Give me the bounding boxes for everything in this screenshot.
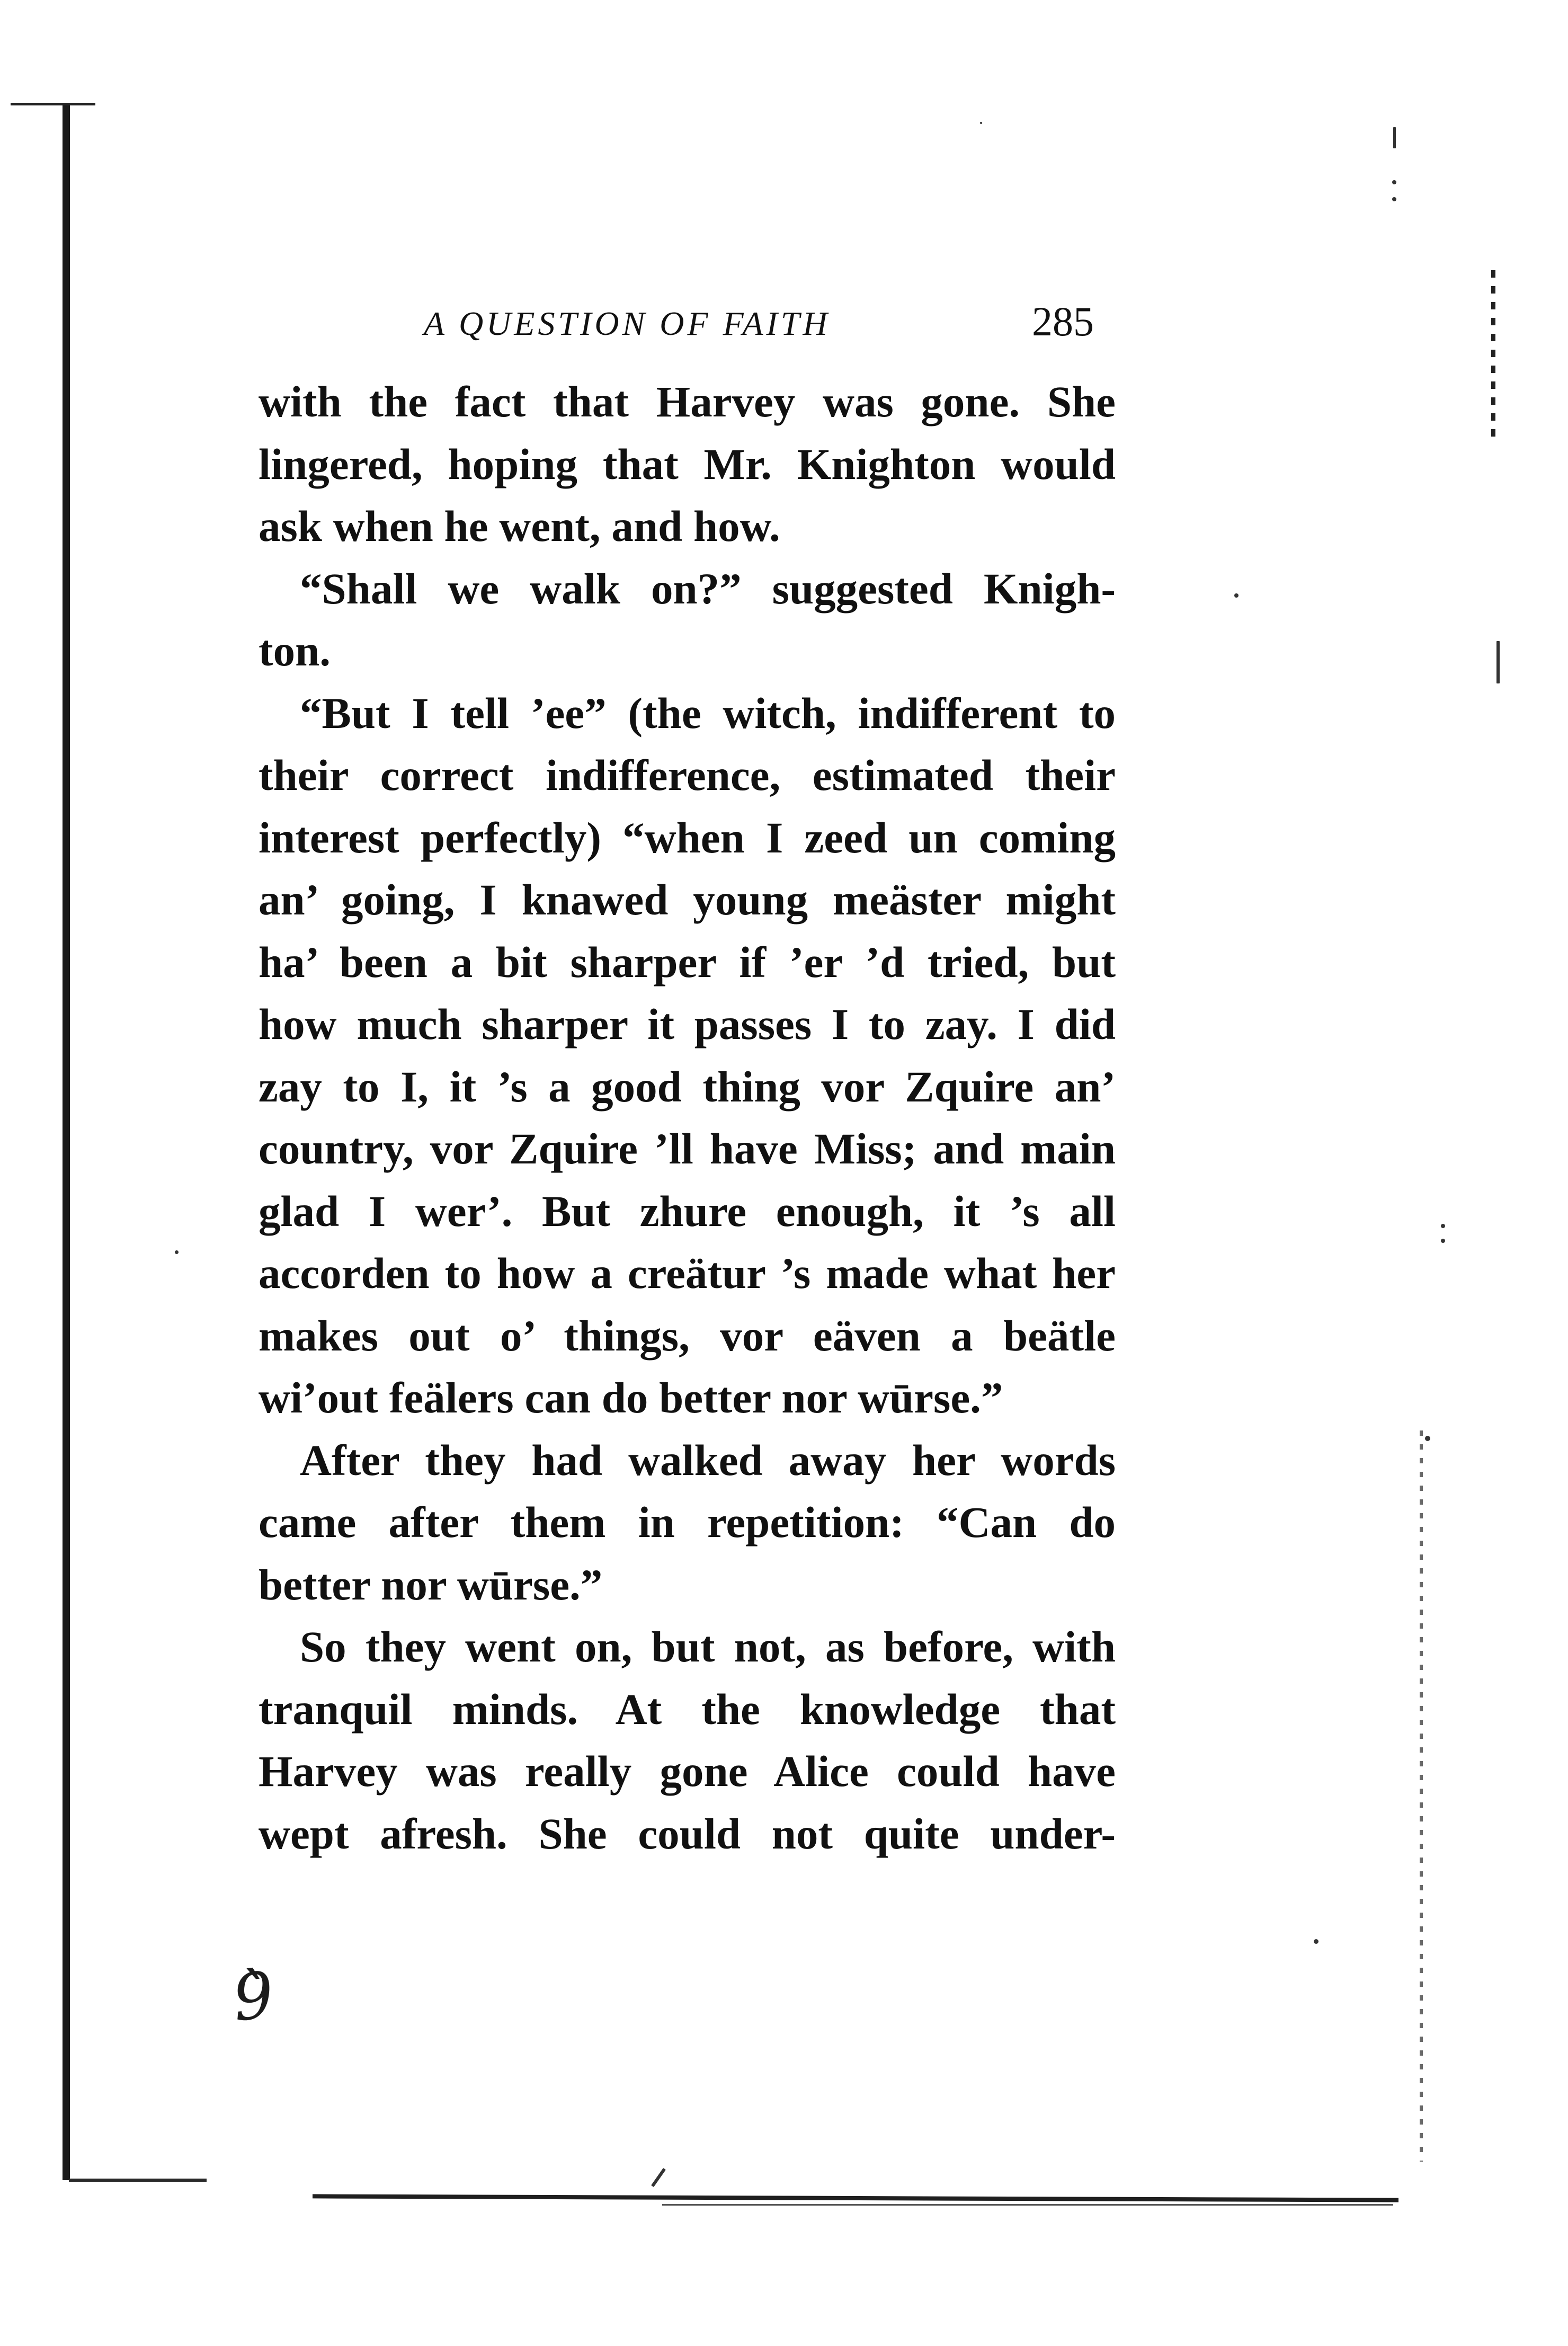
text-line: makes out o’ things, vor eäven a beätle xyxy=(259,1311,1116,1360)
text-line: ask when he went, and how. xyxy=(259,502,780,550)
bottom-left-mark xyxy=(69,2179,207,2182)
scan-speck xyxy=(1393,127,1396,148)
text-line: So they went on, but not, as before, with xyxy=(300,1622,1116,1671)
text-line: with the fact that Harvey was gone. She xyxy=(259,377,1116,426)
scan-speck xyxy=(1441,1224,1445,1228)
text-line: interest perfectly) “when I zeed un coming xyxy=(259,813,1116,862)
text-line: After they had walked away her words xyxy=(300,1435,1116,1485)
text-line: “Shall we walk on?” suggested Knigh- xyxy=(300,564,1116,613)
scan-speck xyxy=(980,122,982,124)
scan-speck xyxy=(1314,1939,1318,1944)
text-line: tranquil minds. At the knowledge that xyxy=(259,1684,1116,1734)
text-line: better nor wūrse.” xyxy=(259,1560,603,1609)
text-line: wept afresh. She could not quite under- xyxy=(259,1809,1116,1858)
bottom-edge-rule xyxy=(313,2194,1398,2202)
right-edge-top-artifact xyxy=(1491,270,1495,445)
text-line: accorden to how a creätur ’s made what her xyxy=(259,1249,1116,1298)
running-title: A QUESTION OF FAITH xyxy=(424,305,831,342)
text-line: ha’ been a bit sharper if ’er ’d tried, but xyxy=(259,937,1116,987)
scan-speck xyxy=(1392,197,1396,201)
handwritten-mark: 9̀ xyxy=(229,1958,278,2036)
page-number: 285 xyxy=(1032,298,1094,344)
right-edge-artifact xyxy=(1420,1430,1423,2162)
left-binding-rule xyxy=(63,103,70,2180)
scan-speck xyxy=(1234,593,1239,598)
scan-speck xyxy=(651,2168,666,2187)
text-line: “But I tell ’ee” (the witch, indifferent to xyxy=(300,688,1116,737)
bottom-edge-rule-secondary xyxy=(662,2204,1393,2206)
scan-speck xyxy=(1425,1436,1430,1441)
text-line: an’ going, I knawed young meäster might xyxy=(259,875,1116,924)
text-line: Harvey was really gone Alice could have xyxy=(259,1747,1116,1796)
text-line: zay to I, it ’s a good thing vor Zquire an’ xyxy=(259,1062,1116,1111)
text-line: their correct indifference, estimated their xyxy=(259,751,1116,799)
scan-speck xyxy=(1392,180,1396,184)
text-line: how much sharper it passes I to zay. I did xyxy=(259,1000,1116,1048)
scan-speck xyxy=(175,1250,179,1254)
scan-speck xyxy=(1496,641,1500,683)
text-line: lingered, hoping that Mr. Knighton would xyxy=(259,439,1116,488)
text-line: wi’out feälers can do better nor wūrse.” xyxy=(259,1373,1003,1422)
top-margin-mark xyxy=(11,103,95,105)
text-line: ton. xyxy=(259,626,331,675)
body-text xyxy=(259,371,1116,1865)
scan-speck xyxy=(1441,1239,1445,1243)
text-line: country, vor Zquire ’ll have Miss; and main xyxy=(259,1124,1116,1173)
text-line: glad I wer’. But zhure enough, it ’s all xyxy=(259,1186,1116,1236)
text-line: came after them in repetition: “Can do xyxy=(259,1498,1116,1547)
